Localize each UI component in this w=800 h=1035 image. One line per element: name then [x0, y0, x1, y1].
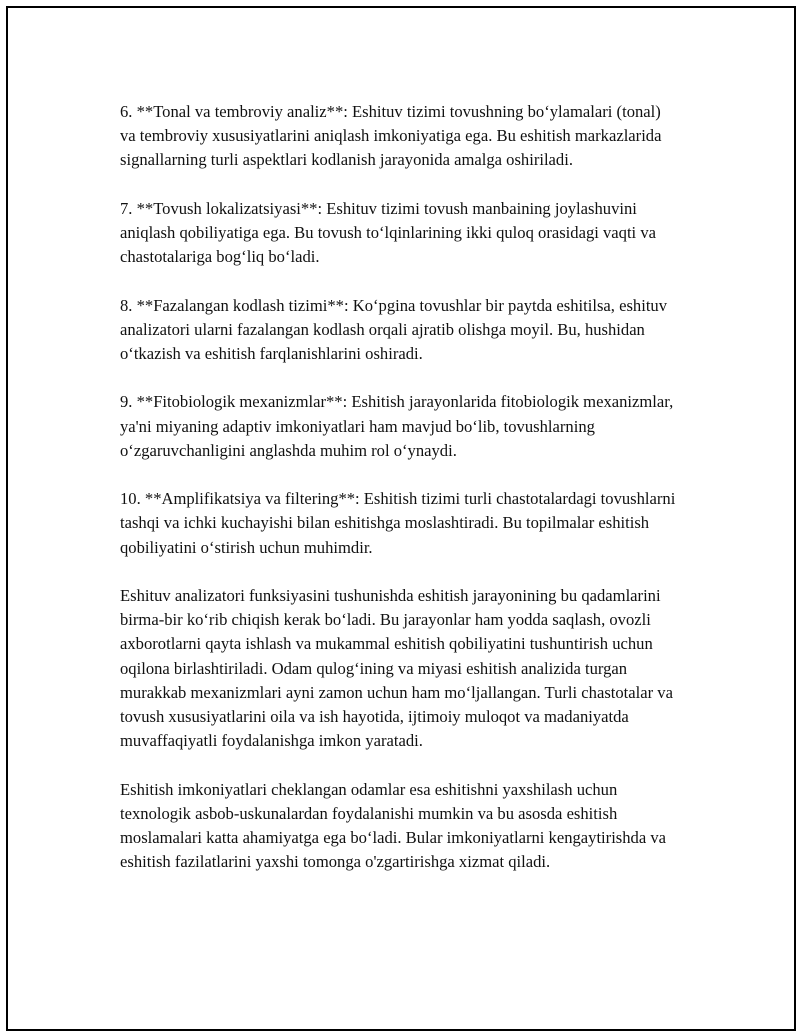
paragraph-tonal-analysis: 6. **Tonal va tembroviy analiz**: Eshituv tizimi tovushning bo‘ylamalari (tonal) va tembroviy xususiyatlarini aniqlash imkoniyatiga ega. Bu eshitish markazlarida signallarning turli aspektlari kodlanish jarayonida amalga oshiriladi.	[120, 102, 662, 170]
paragraph-phytobiological-mechanisms: 9. **Fitobiologik mexanizmlar**: Eshitish jarayonlarida fitobiologik mexanizmlar, ya'ni miyaning adaptiv imkoniyatlari ham mavjud bo‘lib, tovushlarning o‘zgaruvchanligini anglashda muhim rol o‘ynaydi.	[120, 392, 674, 460]
paragraph-hearing-devices: Eshitish imkoniyatlari cheklangan odamlar esa eshitishni yaxshilash uchun texnologik asbob-uskunalardan foydalanishi mumkin va bu asosda eshitish moslamalari katta ahamiyatga ega bo‘ladi. Bular imkoniyatlarni kengaytirishda va eshitish fazilatlarini yaxshi tomonga o'zgartirishga xizmat qiladi.	[120, 779, 667, 872]
paragraph-amplification-filtering: 10. **Amplifikatsiya va filtering**: Eshitish tizimi turli chastotalardagi tovushlarni tashqi va ichki kuchayishi bilan eshitishga moslashtiradi. Bu topilmalar eshitish qobiliyatini o‘stirish uchun muhimdir.	[120, 489, 676, 557]
paragraph-sound-localization: 7. **Tovush lokalizatsiyasi**: Eshituv tizimi tovush manbaining joylashuvini aniqlash qobiliyatiga ega. Bu tovush to‘lqinlarining ikki quloq orasidagi vaqti va chastotalariga bog‘liq bo‘ladi.	[120, 198, 656, 267]
paragraph-phase-coding: 8. **Fazalangan kodlash tizimi**: Ko‘pgina tovushlar bir paytda eshitilsa, eshituv analizatori ularni fazalangan kodlash orqali ajratib olishga moyil. Bu, hushidan o‘tkazish va eshitish farqlanishlarini oshiradi.	[120, 295, 668, 363]
paragraph-summary: Eshituv analizatori funksiyasini tushunishda eshitish jarayonining bu qadamlarini birma-bir ko‘rib chiqish kerak bo‘ladi. Bu jarayonlar ham yodda saqlash, ovozli axborotlarni qayta ishlash va mukammal eshitish qobiliyatini tushuntirish uchun oqilona birlashtiriladi. Odam qulog‘ining va miyasi eshitish analizida turgan murakkab mexanizmlari ayni zamon uchun ham mo‘ljallangan. Turli chastotalar va tovush xususiyatlarini oila va ish hayotida, ijtimoiy muloqot va madaniyatda muvaffaqiyatli foydalanishga imkon yaratadi.	[120, 585, 673, 751]
document-body	[120, 100, 680, 899]
document-page	[6, 6, 796, 1031]
